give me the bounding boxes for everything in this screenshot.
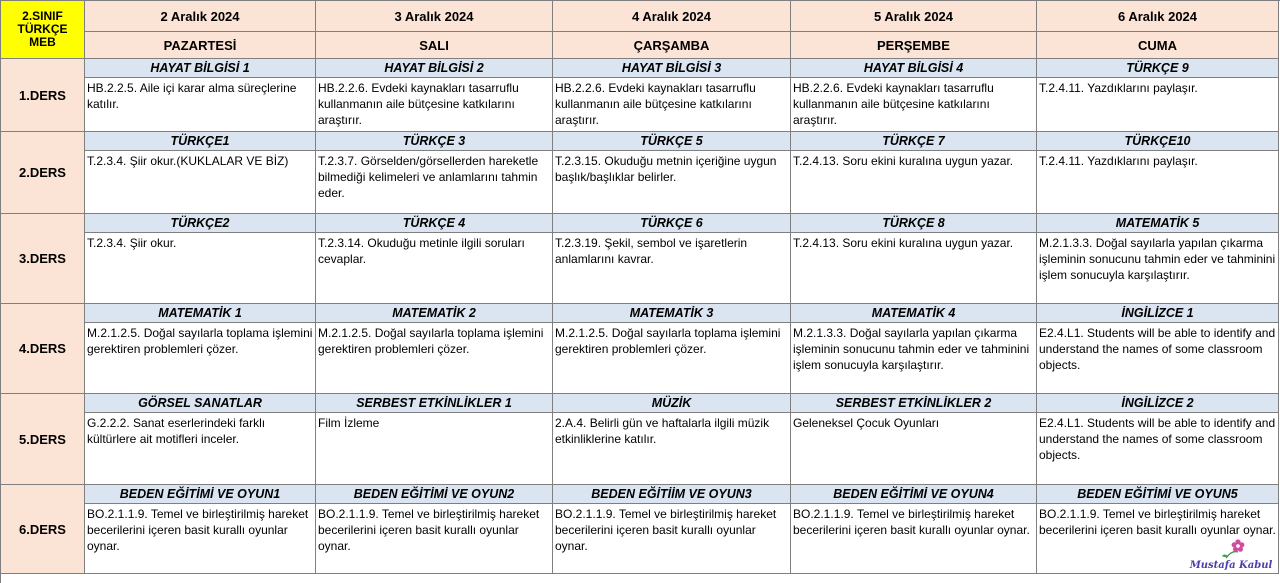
lesson-cell <box>316 485 553 574</box>
lesson-cell <box>791 485 1037 574</box>
lesson-label: 5.DERS <box>1 394 85 485</box>
lesson-cell <box>553 485 791 574</box>
lesson-subject: TÜRKÇE2 <box>85 214 315 233</box>
date-header: 5 Aralık 2024 <box>791 1 1037 32</box>
lesson-objective: M.2.1.2.5. Doğal sayılarla toplama işlemini gerektiren problemleri çözer. <box>555 326 781 356</box>
lesson-objective: T.2.3.19. Şekil, sembol ve işaretlerin anlamlarını kavrar. <box>555 236 748 266</box>
lesson-objective: T.2.4.11. Yazdıklarını paylaşır. <box>1039 154 1198 168</box>
lesson-objective: BO.2.1.1.9. Temel ve birleştirilmiş hareket becerilerini içeren basit kurallı oyunlar oynar. <box>318 507 540 553</box>
lesson-subject: TÜRKÇE 9 <box>1037 59 1278 78</box>
lesson-cell <box>316 59 553 132</box>
lesson-subject: TÜRKÇE 3 <box>316 132 552 151</box>
lesson-cell <box>791 59 1037 132</box>
lesson-cell <box>553 304 791 394</box>
class-grade: 2.SINIF <box>22 9 63 23</box>
lesson-cell <box>791 394 1037 485</box>
lesson-cell <box>553 132 791 214</box>
lesson-cell <box>85 59 316 132</box>
lesson-cell <box>553 59 791 132</box>
lesson-subject: BEDEN EĞİTİMİ VE OYUN1 <box>85 485 315 504</box>
lesson-cell <box>553 214 791 304</box>
lesson-objective: HB.2.2.6. Evdeki kaynakları tasarruflu kullanmanın aile bütçesine katkılarını araştırır. <box>793 81 994 127</box>
signature-text: Mustafa Kabul <box>1189 560 1273 571</box>
lesson-objective: BO.2.1.1.9. Temel ve birleştirilmiş hareket becerilerini içeren basit kurallı oyunlar oynar. <box>87 507 309 553</box>
lesson-subject: MÜZİK <box>553 394 790 413</box>
lesson-objective: BO.2.1.1.9. Temel ve birleştirilmiş hareket becerilerini içeren basit kurallı oyunlar oynar. <box>1039 507 1276 537</box>
lesson-subject: MATEMATİK 5 <box>1037 214 1278 233</box>
lesson-cell <box>85 394 316 485</box>
lesson-subject: TÜRKÇE1 <box>85 132 315 151</box>
lesson-cell <box>85 132 316 214</box>
lesson-label: 6.DERS <box>1 485 85 574</box>
lesson-subject: HAYAT BİLGİSİ 2 <box>316 59 552 78</box>
lesson-subject: HAYAT BİLGİSİ 1 <box>85 59 315 78</box>
lesson-subject: SERBEST ETKİNLİKLER 1 <box>316 394 552 413</box>
lesson-objective: M.2.1.3.3. Doğal sayılarla yapılan çıkarma işleminin sonucunu tahmin eder ve tahminini işlem sonucuyla karşılaştırır. <box>1039 236 1276 282</box>
lesson-subject: HAYAT BİLGİSİ 3 <box>553 59 790 78</box>
lesson-subject: BEDEN EĞİTİMİ VE OYUN4 <box>791 485 1036 504</box>
signature <box>1188 538 1274 580</box>
day-header: PAZARTESİ <box>85 32 316 59</box>
day-header: CUMA <box>1037 32 1279 59</box>
lesson-objective: M.2.1.2.5. Doğal sayılarla toplama işlemini gerektiren problemleri çözer. <box>87 326 313 356</box>
lesson-subject: HAYAT BİLGİSİ 4 <box>791 59 1036 78</box>
lesson-objective: Geleneksel Çocuk Oyunları <box>793 416 940 430</box>
lesson-subject: MATEMATİK 3 <box>553 304 790 323</box>
lesson-cell <box>791 304 1037 394</box>
lesson-cell <box>316 214 553 304</box>
lesson-label: 4.DERS <box>1 304 85 394</box>
lesson-cell <box>316 304 553 394</box>
flower-icon <box>1188 538 1274 562</box>
lesson-objective: HB.2.2.6. Evdeki kaynakları tasarruflu kullanmanın aile bütçesine katkılarını araştırır. <box>318 81 519 127</box>
lesson-objective: T.2.3.15. Okuduğu metnin içeriğine uygun başlık/başlıklar belirler. <box>555 154 777 184</box>
lesson-cell <box>1037 394 1279 485</box>
lesson-objective: T.2.3.4. Şiir okur.(KUKLALAR VE BİZ) <box>87 154 289 168</box>
lesson-objective: T.2.4.13. Soru ekini kuralına uygun yazar. <box>793 236 1014 250</box>
date-header: 2 Aralık 2024 <box>85 1 316 32</box>
day-header: PERŞEMBE <box>791 32 1037 59</box>
lesson-label: 1.DERS <box>1 59 85 132</box>
lesson-objective: E2.4.L1. Students will be able to identify and understand the names of some classroom objects. <box>1039 326 1276 372</box>
lesson-subject: GÖRSEL SANATLAR <box>85 394 315 413</box>
lesson-objective: 2.A.4. Belirli gün ve haftalarla ilgili müzik etkinliklerine katılır. <box>555 416 770 446</box>
lesson-cell <box>1037 214 1279 304</box>
date-header: 4 Aralık 2024 <box>553 1 791 32</box>
lesson-cell <box>85 485 316 574</box>
lesson-subject: SERBEST ETKİNLİKLER 2 <box>791 394 1036 413</box>
lesson-cell <box>791 132 1037 214</box>
lesson-label: 2.DERS <box>1 132 85 214</box>
lesson-subject: TÜRKÇE 7 <box>791 132 1036 151</box>
date-header: 6 Aralık 2024 <box>1037 1 1279 32</box>
lesson-objective: G.2.2.2. Sanat eserlerindeki farklı kültürlere ait motifleri inceler. <box>87 416 266 446</box>
lesson-cell <box>791 214 1037 304</box>
date-header: 3 Aralık 2024 <box>316 1 553 32</box>
lesson-cell <box>85 214 316 304</box>
lesson-subject: TÜRKÇE 6 <box>553 214 790 233</box>
lesson-cell <box>85 304 316 394</box>
lesson-objective: T.2.4.11. Yazdıklarını paylaşır. <box>1039 81 1198 95</box>
day-header: SALI <box>316 32 553 59</box>
lesson-subject: MATEMATİK 2 <box>316 304 552 323</box>
lesson-objective: HB.2.2.6. Evdeki kaynakları tasarruflu kullanmanın aile bütçesine katkılarını araştırır. <box>555 81 756 127</box>
lesson-label: 3.DERS <box>1 214 85 304</box>
lesson-objective: BO.2.1.1.9. Temel ve birleştirilmiş hareket becerilerini içeren basit kurallı oyunlar oynar. <box>555 507 777 553</box>
class-subject: TÜRKÇE <box>17 22 68 36</box>
lesson-cell <box>316 132 553 214</box>
lesson-subject: MATEMATİK 4 <box>791 304 1036 323</box>
lesson-subject: TÜRKÇE10 <box>1037 132 1278 151</box>
lesson-cell <box>1037 132 1279 214</box>
lesson-cell <box>553 394 791 485</box>
lesson-cell <box>1037 59 1279 132</box>
lesson-objective: BO.2.1.1.9. Temel ve birleştirilmiş hareket becerilerini içeren basit kurallı oyunlar oynar. <box>793 507 1030 537</box>
lesson-cell <box>316 394 553 485</box>
lesson-subject: MATEMATİK 1 <box>85 304 315 323</box>
lesson-subject: BEDEN EĞİTİİM VE OYUN3 <box>553 485 790 504</box>
lesson-subject: İNGİLİZCE 2 <box>1037 394 1278 413</box>
lesson-subject: BEDEN EĞİTİMİ VE OYUN2 <box>316 485 552 504</box>
lesson-objective: E2.4.L1. Students will be able to identify and understand the names of some classroom objects. <box>1039 416 1276 462</box>
lesson-objective: HB.2.2.5. Aile içi karar alma süreçlerine katılır. <box>87 81 297 111</box>
lesson-objective: T.2.4.13. Soru ekini kuralına uygun yazar. <box>793 154 1014 168</box>
lesson-objective: M.2.1.3.3. Doğal sayılarla yapılan çıkarma işleminin sonucunu tahmin eder ve tahminini işlem sonucuyla karşılaştırır. <box>793 326 1030 372</box>
lesson-objective: T.2.3.7. Görselden/görsellerden hareketle bilmediği kelimeleri ve anlamlarını tahmin eder. <box>318 154 539 200</box>
lesson-objective: M.2.1.2.5. Doğal sayılarla toplama işlemini gerektiren problemleri çözer. <box>318 326 544 356</box>
lesson-subject: İNGİLİZCE 1 <box>1037 304 1278 323</box>
class-curriculum: MEB <box>29 35 56 49</box>
lesson-objective: Film İzleme <box>318 416 380 430</box>
lesson-subject: BEDEN EĞİTİMİ VE OYUN5 <box>1037 485 1278 504</box>
class-label <box>1 1 85 59</box>
lesson-subject: TÜRKÇE 8 <box>791 214 1036 233</box>
lesson-objective: T.2.3.4. Şiir okur. <box>87 236 177 250</box>
day-header: ÇARŞAMBA <box>553 32 791 59</box>
lesson-subject: TÜRKÇE 4 <box>316 214 552 233</box>
lesson-cell <box>1037 304 1279 394</box>
lesson-subject: TÜRKÇE 5 <box>553 132 790 151</box>
lesson-objective: T.2.3.14. Okuduğu metinle ilgili soruları cevaplar. <box>318 236 525 266</box>
